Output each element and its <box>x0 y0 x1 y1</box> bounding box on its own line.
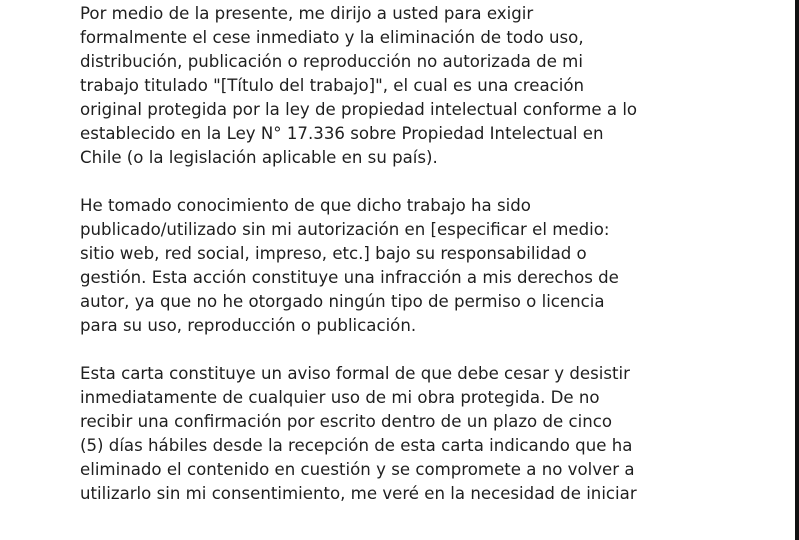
paragraph-3 <box>80 362 720 506</box>
text-line: (5) días hábiles desde la recepción de esta carta indicando que ha <box>80 436 633 455</box>
text-line: establecido en la Ley N° 17.336 sobre Propiedad Intelectual en <box>80 124 604 143</box>
text-line: publicado/utilizado sin mi autorización en [especificar el medio: <box>80 220 610 239</box>
text-line: original protegida por la ley de propiedad intelectual conforme a lo <box>80 100 638 119</box>
text-line: gestión. Esta acción constituye una infracción a mis derechos de <box>80 268 619 287</box>
text-line: Esta carta constituye un aviso formal de que debe cesar y desistir <box>80 364 630 383</box>
text-line: eliminado el contenido en cuestión y se compromete a no volver a <box>80 460 635 479</box>
text-line: inmediatamente de cualquier uso de mi obra protegida. De no <box>80 388 600 407</box>
window-edge <box>795 0 799 540</box>
text-line: autor, ya que no he otorgado ningún tipo de permiso o licencia <box>80 292 605 311</box>
text-line: distribución, publicación o reproducción no autorizada de mi <box>80 52 583 71</box>
text-line: He tomado conocimiento de que dicho trabajo ha sido <box>80 196 531 215</box>
text-line: recibir una confirmación por escrito dentro de un plazo de cinco <box>80 412 612 431</box>
text-line: para su uso, reproducción o publicación. <box>80 316 417 335</box>
text-line: sitio web, red social, impreso, etc.] bajo su responsabilidad o <box>80 244 587 263</box>
letter-body <box>80 2 720 530</box>
text-line: formalmente el cese inmediato y la eliminación de todo uso, <box>80 28 584 47</box>
text-line: trabajo titulado "[Título del trabajo]", el cual es una creación <box>80 76 585 95</box>
text-line: Chile (o la legislación aplicable en su país). <box>80 148 438 167</box>
paragraph-1 <box>80 2 720 170</box>
text-line: Por medio de la presente, me dirijo a usted para exigir <box>80 4 534 23</box>
text-line: utilizarlo sin mi consentimiento, me veré en la necesidad de iniciar <box>80 484 637 503</box>
paragraph-2 <box>80 194 720 338</box>
